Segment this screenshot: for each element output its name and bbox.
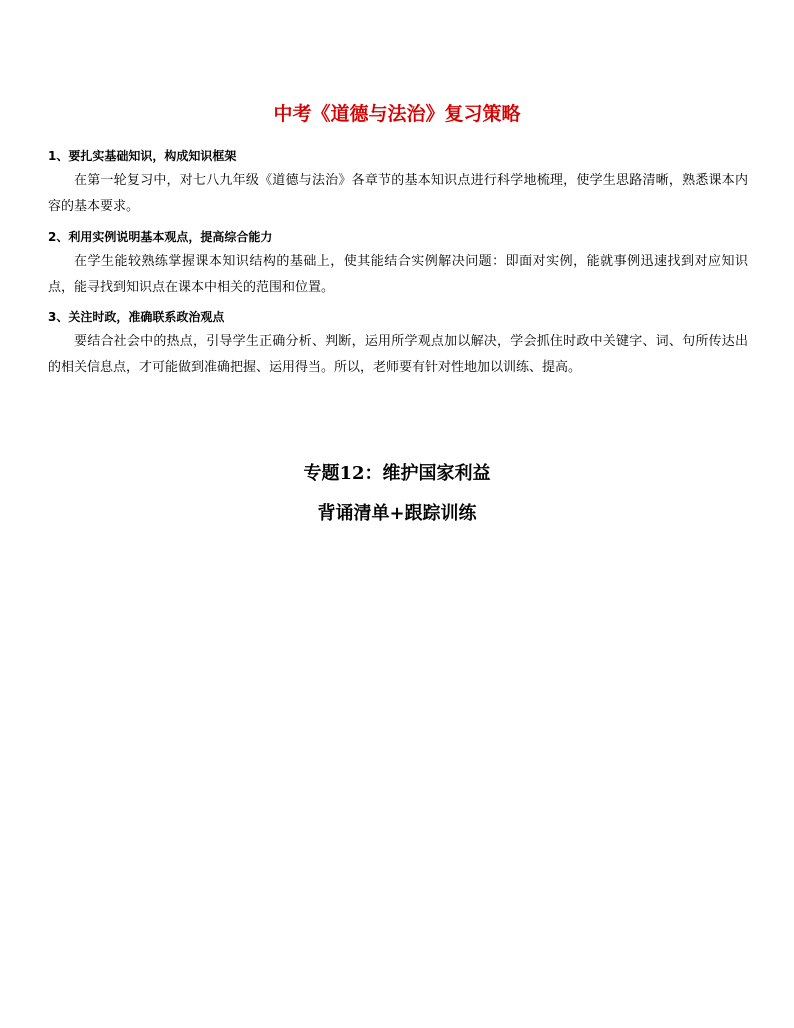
section-heading: 2、利用实例说明基本观点，提高综合能力 <box>48 230 273 244</box>
strategy-section-2 <box>48 227 748 301</box>
section-body: 要结合社会中的热点，引导学生正确分析、判断，运用所学观点加以解决，学会抓住时政中关键字、词、句所传达出的相关信息点，才可能做到准确把握、运用得当。所以，老师要有针对性地加以训练、提高。 <box>48 334 748 375</box>
topic-title: 专题12：维护国家利益 <box>303 463 491 484</box>
strategy-section-1 <box>48 146 748 220</box>
section-heading: 1、要扎实基础知识，构成知识框架 <box>48 149 237 163</box>
main-title: 中考《道德与法治》复习策略 <box>273 103 521 125</box>
section-body: 在第一轮复习中，对七八九年级《道德与法治》各章节的基本知识点进行科学地梳理，使学生思路清晰，熟悉课本内容的基本要求。 <box>48 173 748 214</box>
section-heading: 3、关注时政，准确联系政治观点 <box>48 310 225 324</box>
section-body: 在学生能较熟练掌握课本知识结构的基础上，使其能结合实例解决问题：即面对实例，能就事例迅速找到对应知识点，能寻找到知识点在课本中相关的范围和位置。 <box>48 254 748 295</box>
strategy-section-3 <box>48 307 748 381</box>
topic-subtitle: 背诵清单+跟踪训练 <box>317 503 477 524</box>
